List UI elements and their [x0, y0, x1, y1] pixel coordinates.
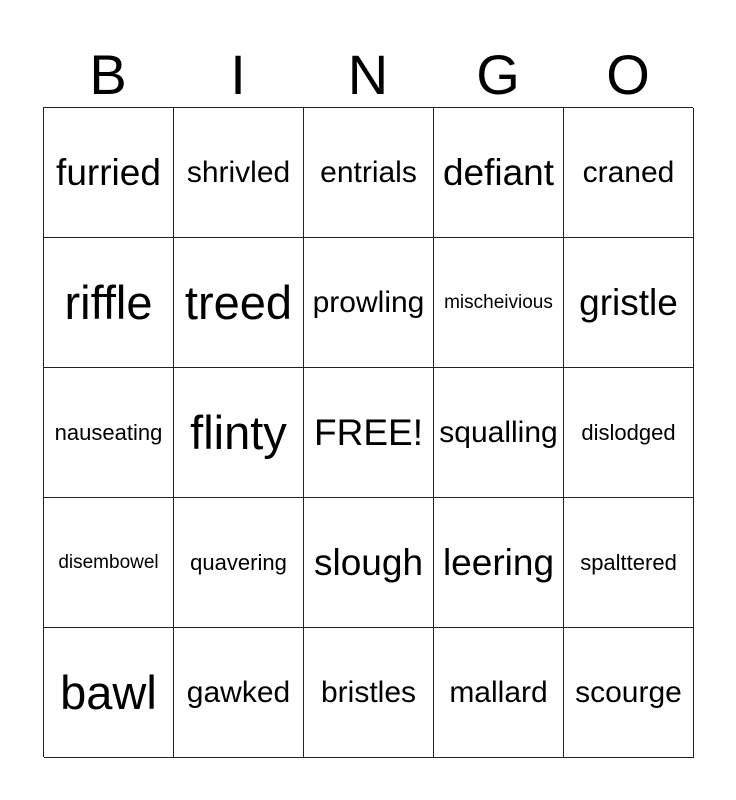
bingo-cell[interactable]: entrials — [304, 108, 434, 238]
header-letter-n: N — [347, 43, 389, 106]
bingo-cell[interactable]: bawl — [44, 628, 174, 758]
bingo-cell[interactable]: scourge — [564, 628, 694, 758]
bingo-cell[interactable]: prowling — [304, 238, 434, 368]
bingo-cell[interactable]: slough — [304, 498, 434, 628]
bingo-board — [43, 107, 693, 757]
bingo-cell[interactable]: disembowel — [44, 498, 174, 628]
bingo-cell[interactable]: gawked — [174, 628, 304, 758]
bingo-cell[interactable]: furried — [44, 108, 174, 238]
bingo-cell[interactable]: defiant — [434, 108, 564, 238]
bingo-cell[interactable]: flinty — [174, 368, 304, 498]
bingo-cell[interactable]: mallard — [434, 628, 564, 758]
bingo-cell[interactable]: dislodged — [564, 368, 694, 498]
bingo-cell[interactable]: leering — [434, 498, 564, 628]
bingo-cell[interactable]: quavering — [174, 498, 304, 628]
header-letter-o: O — [606, 43, 650, 106]
free-space-cell[interactable]: FREE! — [304, 368, 434, 498]
bingo-cell[interactable]: craned — [564, 108, 694, 238]
bingo-cell[interactable]: nauseating — [44, 368, 174, 498]
bingo-cell[interactable]: bristles — [304, 628, 434, 758]
bingo-cell[interactable]: spalttered — [564, 498, 694, 628]
bingo-cell[interactable]: mischeivious — [434, 238, 564, 368]
header-letter-g: G — [476, 43, 520, 106]
bingo-cell[interactable]: shrivled — [174, 108, 304, 238]
header-letter-i: I — [230, 43, 246, 106]
header-letter-b: B — [89, 43, 127, 106]
bingo-cell[interactable]: squalling — [434, 368, 564, 498]
bingo-header — [43, 42, 693, 108]
bingo-cell[interactable]: treed — [174, 238, 304, 368]
bingo-cell[interactable]: riffle — [44, 238, 174, 368]
bingo-cell[interactable]: gristle — [564, 238, 694, 368]
